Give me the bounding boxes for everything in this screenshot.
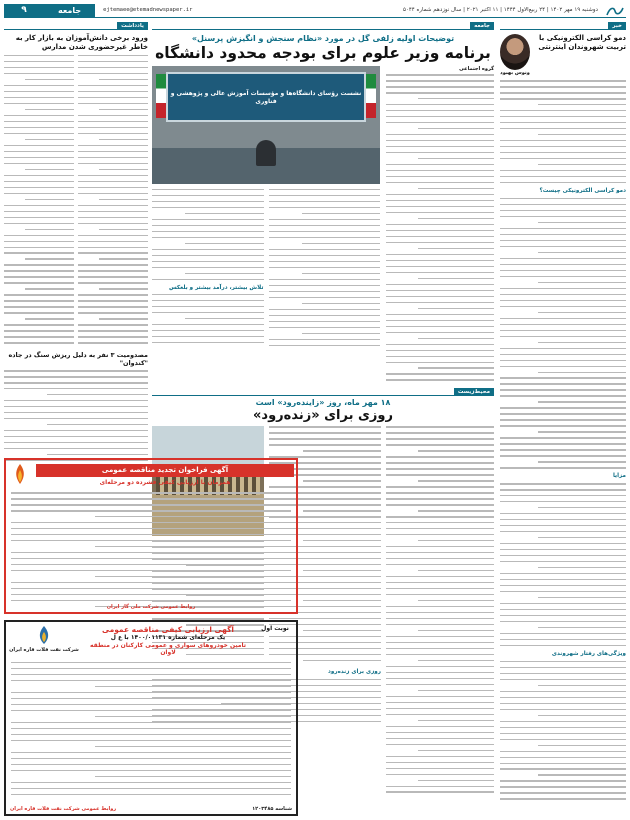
main-body [152,66,494,385]
main-headline: برنامه وزیر علوم برای بودجه محدود دانشگاه [155,44,491,62]
oil-ad-titles [83,625,253,657]
gas-ad-footer: روابط عمومی شرکت ملی گاز ایران [106,603,196,610]
left-column [4,22,148,466]
oil-ad-footer: روابط عمومی شرکت نفت فلات قاره ایران [10,805,117,812]
oil-ad-footer-row [10,806,292,812]
env-tagbar [152,388,494,396]
oil-ad-subtitle: یک مرحله‌ای شماره ۱۴۰۰/۰۱۱۳۱ با ع ل [110,634,226,642]
gas-ad-subtitle: همزمان با ارزیابی کیفی فشرده دو مرحله‌ای [99,478,231,486]
left-text-a [78,55,148,348]
right-tag: خبر [608,22,626,30]
oil-tender-ad [4,620,298,816]
left-tag: یادداشت [117,22,148,30]
main-mid-subhead: تلاش بیشتر، درآمد بیشتر و بلعکس [169,284,264,291]
right-text-4 [500,661,626,800]
oil-ad-body [6,660,296,802]
right-column [500,22,626,804]
gas-company-logo-icon [8,462,32,488]
gas-ad-titles [36,464,294,486]
photo-person [256,140,276,166]
oil-company-logo-icon [9,625,79,647]
left-headline-2: مصدومیت ۳ نفر به دلیل ریزش سنگ در جاده "کندوان" [8,351,148,368]
op-ed-head [500,34,626,76]
right-headline: دمو کراسی الکترونیکی با تربیت شهروندان اینترنتی [538,34,626,51]
left-text-cols [4,55,148,348]
section-title: جامعه [44,4,95,18]
newspaper-logo-icon [604,4,626,18]
main-text-cols [152,189,380,351]
right-subhead-1: دمو کراسی الکترونیکی چیست؟ [539,187,626,194]
env-tag: محیط‌زیست [454,388,494,396]
gas-tender-ad [4,458,298,614]
oil-ad-code: شناسه ۱۲۰۳۴۸۵ [252,805,292,812]
main-text-a [386,74,494,381]
main-text-c [152,189,264,280]
right-text-3 [500,483,626,646]
oil-ad-body-title: تامین خودروهای سواری و عمومی کارکنان در منطقه لاوان [89,641,247,657]
env-subhead: روزی برای زنده‌رود [328,668,381,675]
main-kicker: توضیحات اولیه زلفی گل در مورد «نظام سنجش و انگیزش پرسنل» [191,34,455,43]
page-number: ۹ [4,4,44,18]
right-text-1 [500,80,626,183]
flag-icon [366,74,376,118]
main-tag: جامعه [470,22,494,30]
author-avatar [500,34,530,70]
oil-ad-head [6,622,296,660]
main-tagbar [152,22,494,30]
gas-ad-head [6,460,296,490]
photo-banner [166,72,366,122]
main-text-d [152,294,264,343]
main-photo-block [152,66,380,385]
right-subhead-3: ویژگی‌های رفتار شهروندی [551,650,626,657]
main-photo [152,66,380,184]
main-text-b [269,189,381,351]
page-header [4,4,626,18]
main-text-c-wrap [152,189,264,351]
date-line: دوشنبه ۱۹ مهر ۱۴۰۲ | ۲۴ ربیع‌الاول ۱۴۴۴ | ۱۱ اکتبر ۲۰۲۱ | سال نوزدهم شماره ۵۰۴۴ [402,7,598,14]
right-text-2 [500,198,626,469]
flag-icon-left [156,74,166,118]
photo-banner-text: نشست رؤسای دانشگاه‌ها و مؤسسات آموزش عالی و پژوهشی و فناوری [170,90,362,105]
gas-ad-body [6,490,296,614]
left-text-b [4,55,74,348]
left-text-c [4,370,148,461]
gas-ad-title: آگهی فراخوان تجدید مناقصه عمومی [36,464,294,477]
oil-ad-badge-wrap [257,625,293,633]
main-byline: گروه اجتماعی [459,66,494,72]
right-tagbar [500,22,626,30]
left-headline: ورود برخی دانش‌آموزان به بازار کار به خاطر غیرحضوری شدن مدارس [15,34,148,51]
right-subhead-2: مزایا [612,473,626,480]
oil-company-block [9,625,79,654]
oil-ad-badge: نوبت اول [261,625,289,632]
env-text-a [386,426,494,797]
email-address[interactable]: ejtemaee@etemadnewspaper.ir [103,7,193,14]
author-name: ونوس بهبود [500,70,530,76]
left-tagbar [4,22,148,30]
main-text-right [386,66,494,385]
oil-company-name: شرکت نفت فلات قاره ایران [9,647,79,654]
oil-ad-title: آگهی ارزیابی کیفی مناقصه عمومی [101,625,235,634]
env-kicker: ۱۸ مهر ماه، روز «زاینده‌رود» است [255,398,391,408]
env-headline: روزی برای «زنده‌رود» [253,408,393,424]
